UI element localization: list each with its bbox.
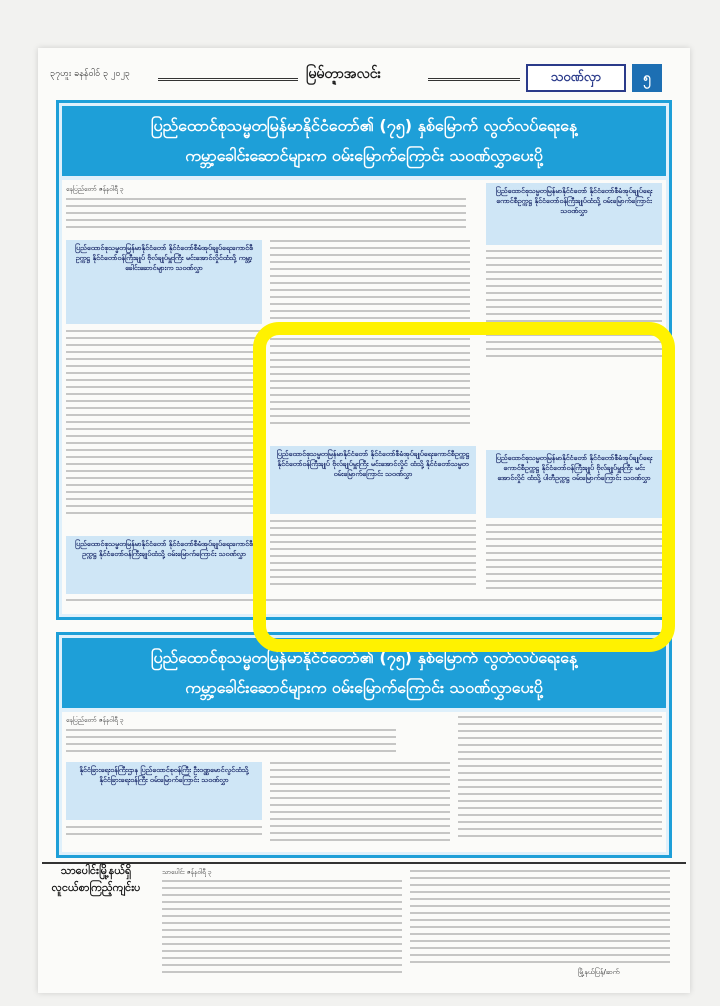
article-2-headline-line1: ပြည်ထောင်စုသမ္မတမြန်မာနိုင်ငံတော်၏ (၇၅) နှစ်မြောက် လွတ်လပ်ရေးနေ့ (150, 648, 578, 667)
article-1-col-1-text (66, 330, 262, 530)
article-2-col-1-text (66, 826, 262, 846)
article-2-dateline: နေပြည်တော် ဇန်နဝါရီ ၃ (66, 716, 124, 724)
article-1-dateline: နေပြည်တော် ဇန်နဝါရီ ၃ (66, 185, 124, 193)
header-rule-left (158, 78, 298, 81)
highlight-outline (253, 322, 675, 652)
sidebar-col-2-text (410, 870, 670, 970)
article-1-box-2: ပြည်ထောင်စုသမ္မတမြန်မာနိုင်ငံတော် နိုင်ငံတော်စီမံအုပ်ချုပ်ရေးကောင်စီဥက္ကဋ္ဌ နိုင်ငံတော်ဝန်ကြီးချုပ်ထံသို့ ဝမ်းမြောက်ကြောင်း သဝဏ်လွှာ (486, 183, 662, 245)
article-1-headline-line1: ပြည်ထောင်စုသမ္မတမြန်မာနိုင်ငံတော်၏ (၇၅) နှစ်မြောက် လွတ်လပ်ရေးနေ့ (150, 116, 578, 135)
sidebar-dateline: သာပေါင်း ဇန်နဝါရီ ၃ (162, 868, 212, 876)
issue-date: ၃၇ဟူး ခနန်ဝါဝ် ၃ ၂၀၂၃ (50, 69, 130, 79)
article-1-headline (62, 106, 666, 176)
sidebar-col-1-text (162, 880, 402, 980)
article-2-lead-text (66, 729, 396, 759)
header-rule-right (428, 78, 520, 81)
article-2-col-2-text (270, 762, 450, 846)
paper-name: မြမ်တ္ဍာအလင်း (306, 66, 382, 82)
article-1-lead-text (66, 198, 466, 238)
article-1-box-1: ပြည်ထောင်စုသမ္မတမြန်မာနိုင်ငံတော် နိုင်ငံတော်စီမံအုပ်ချုပ်ရေးကောင်စီဥက္ကဋ္ဌ နိုင်ငံတော်ဝန်ကြီးချုပ် ဗိုလ်ချုပ်မှူးကြီး မင်းအောင်လှိုင်ထံသို့ ကမ္ဘာ့ခေါင်းဆောင်များက သဝဏ်လွှာ (66, 240, 262, 324)
article-2-col-3-text (458, 716, 662, 846)
page-number: ၅ (632, 64, 662, 92)
sidebar-title: သာပေါင်းမြို့နယ်ရှိ လူငယ်စာကြည့်ကျင်းပ (51, 864, 141, 894)
article-1-box-5: ပြည်ထောင်စုသမ္မတမြန်မာနိုင်ငံတော် နိုင်ငံတော်စီမံအုပ်ချုပ်ရေးကောင်စီဥက္ကဋ္ဌ နိုင်ငံတော်ဝန်ကြီးချုပ်ထံသို့ ဝမ်းမြောက်ကြောင်း သဝဏ်လွှာ (66, 536, 262, 594)
article-2-headline-line2: ကမ္ဘာ့ခေါင်းဆောင်များက ဝမ်းမြောက်ကြောင်း သဝဏ်လွှာပေးပို့ (185, 678, 543, 697)
section-label: သဝဏ်လှာ (526, 64, 626, 92)
sidebar-byline: မြို့နယ်ပြန်/ဆက် (578, 968, 620, 976)
article-2-box-1: နိုင်ငံခြားရေးဝန်ကြီးဌာန ပြည်ထောင်စုဝန်ကြီး ဦးဝဏ္ဏမောင်လွင်ထံသို့ နိုင်ငံခြားရေးဝန်ကြီး ဝမ်းမြောက်ကြောင်း သဝဏ်လွှာ (66, 762, 262, 820)
article-1-box-3: ပြည်ထောင်စုသမ္မတမြန်မာနိုင်ငံတော် နိုင်ငံတော်စီမံအုပ်ချုပ်ရေးကောင်စီဥက္ကဋ္ဌ နိုင်ငံတော်ဝန်ကြီးချုပ် ဗိုလ်ချုပ်မှူးကြီး မင်းအောင်လှိုင် ထံသို့ နိုင်ငံတော်သမ္မတ ဝမ်းမြောက်ကြောင်း သဝဏ်လွှာ (270, 446, 476, 514)
article-1-headline-line2: ကမ္ဘာ့ခေါင်းဆောင်များက ဝမ်းမြောက်ကြောင်း သဝဏ်လွှာပေးပို့ (185, 146, 543, 165)
page-header (38, 56, 690, 94)
article-1-box-4: ပြည်ထောင်စုသမ္မတမြန်မာနိုင်ငံတော် နိုင်ငံတော်စီမံအုပ်ချုပ်ရေးကောင်စီဥက္ကဋ္ဌ နိုင်ငံတော်ဝန်ကြီးချုပ် ဗိုလ်ချုပ်မှူးကြီး မင်းအောင်လှိုင် ထံသို့ ပါတီဥက္ကဋ္ဌ ဝမ်းမြောက်ကြောင်း သဝဏ်လွှာ (486, 450, 662, 518)
